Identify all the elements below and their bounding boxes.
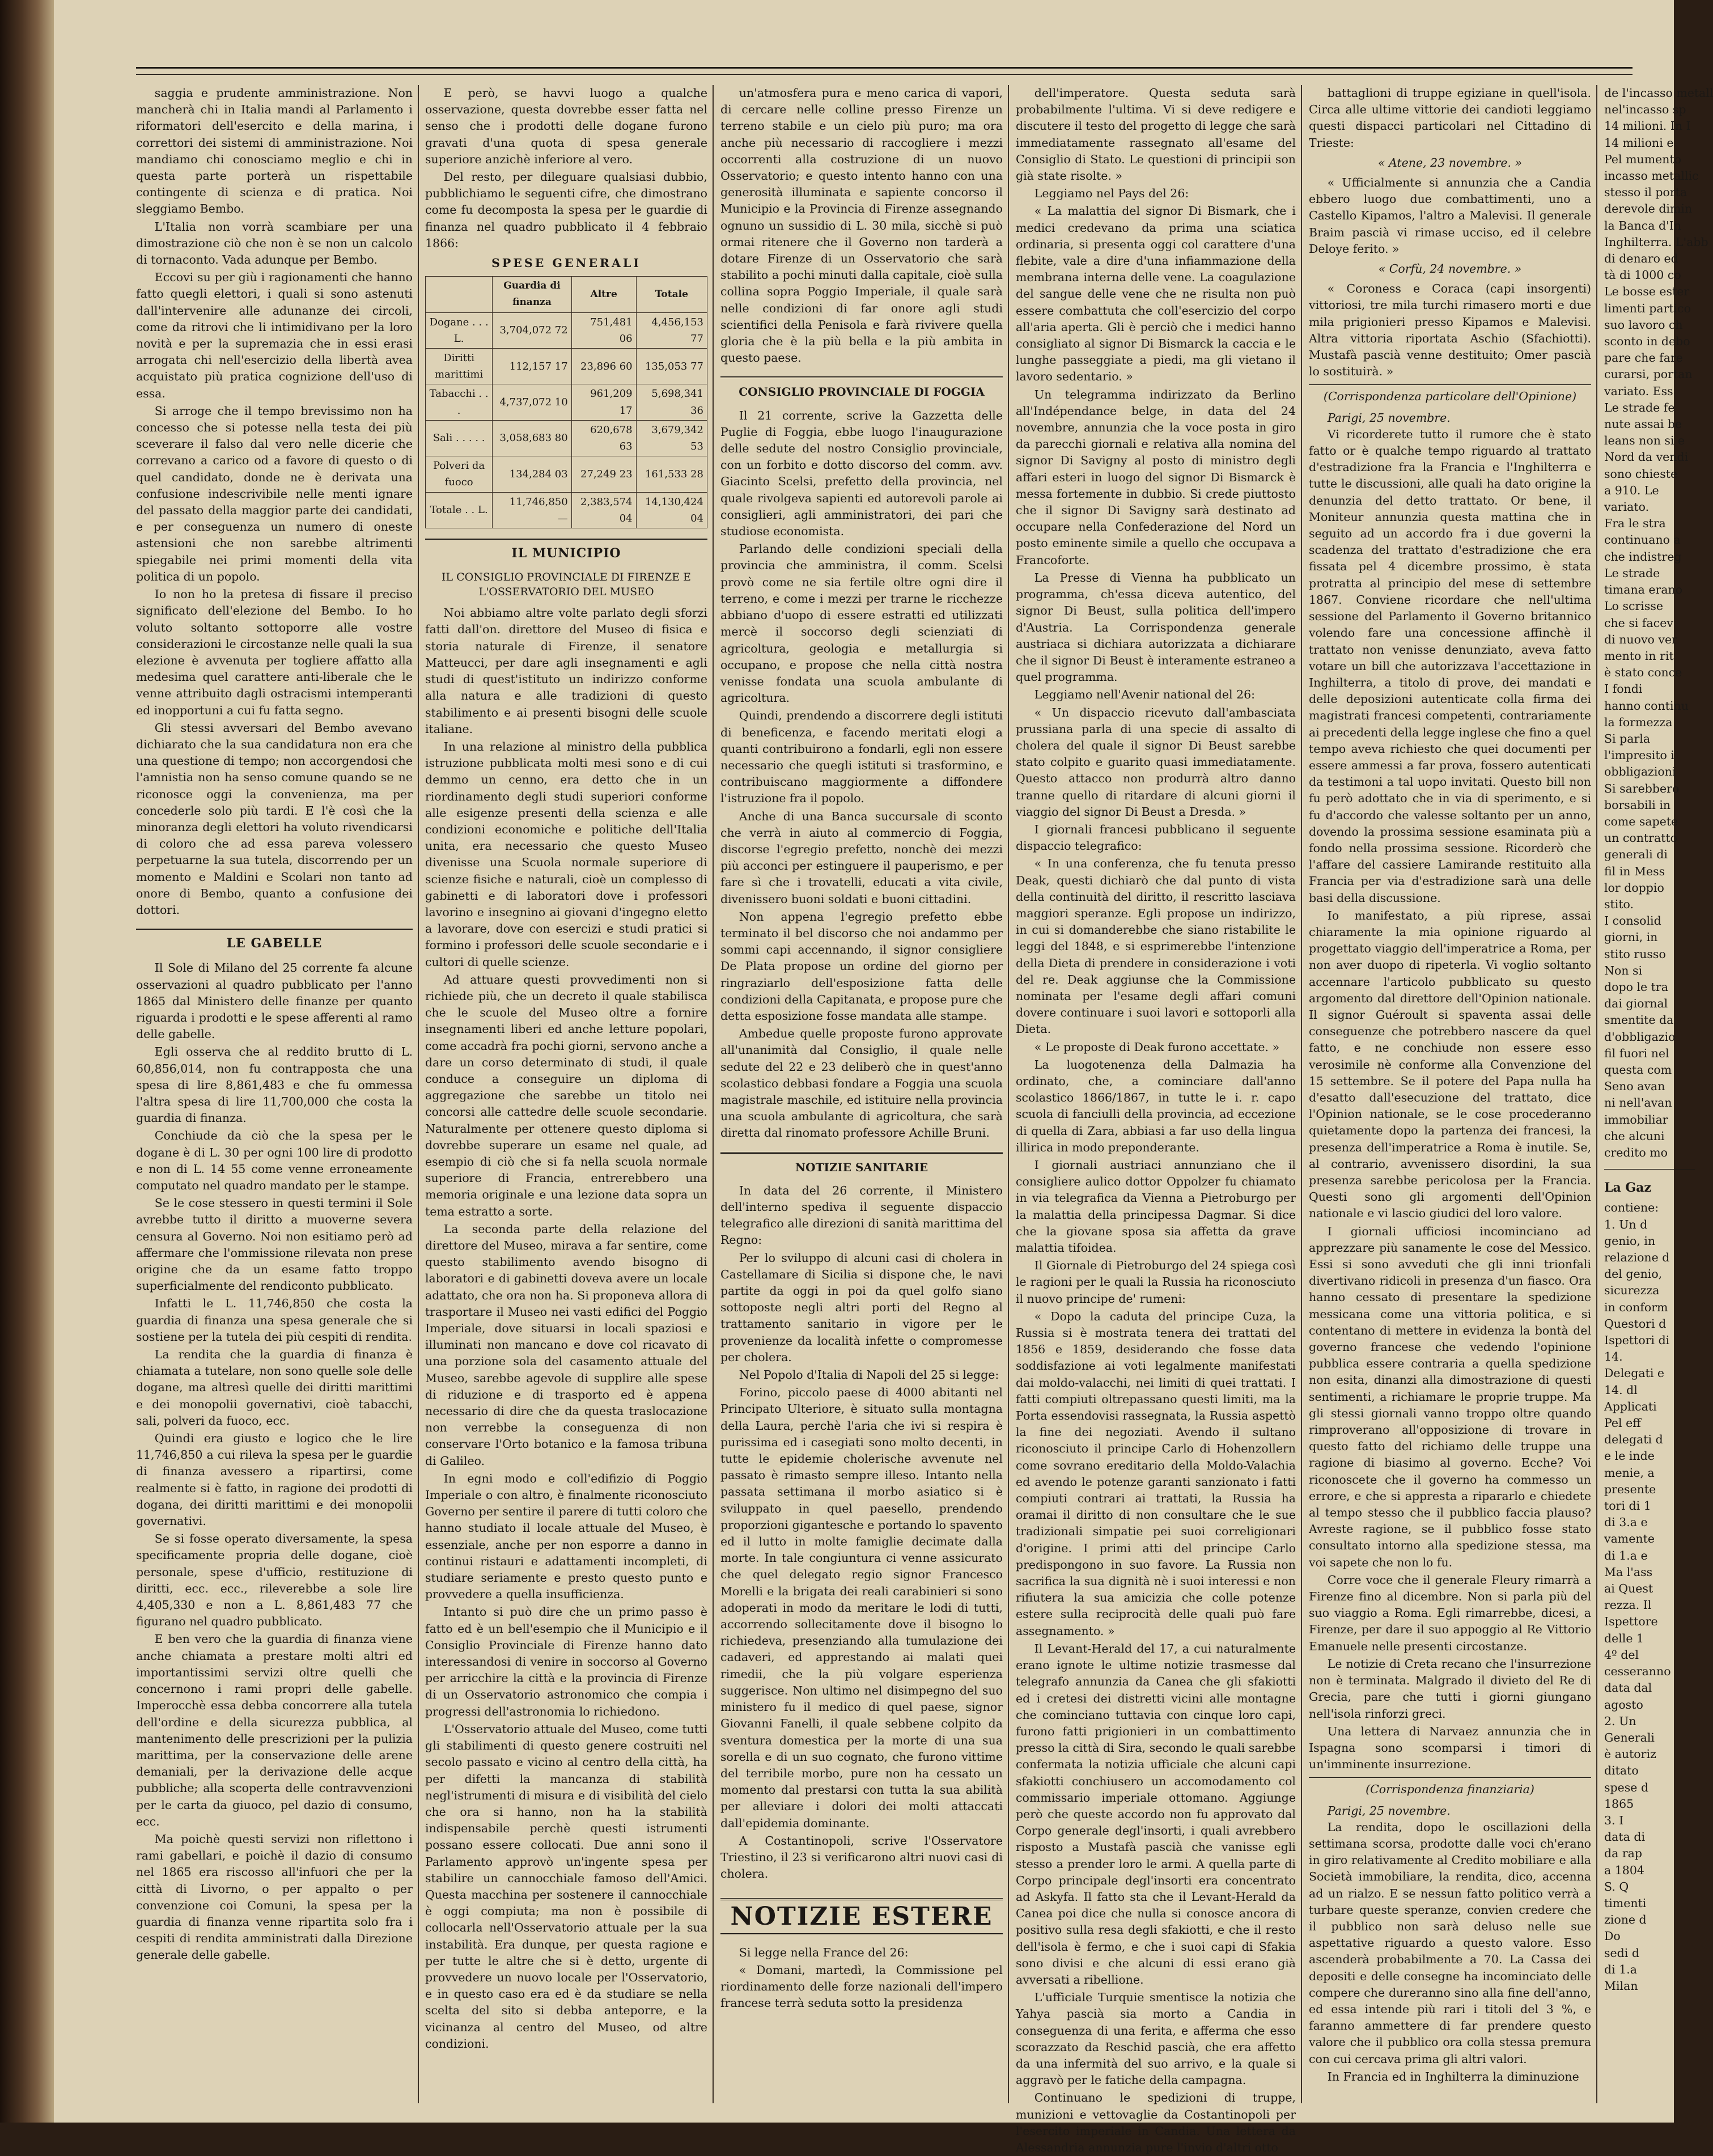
table-cell: Diritti marittimi (426, 349, 493, 384)
paragraph: La rendita, dopo le oscillazioni della settimana scorsa, prodotte dalle voci ch'erano in giro relativamente al Credito mobiliare e alla Società immobiliare, la rendita, dico, accenna ad un rialzo. E se nessun fatto politico verrà a turbare queste speranze, convien credere che il pubblico non sarà deluso nelle sue aspettative riguardo a questo valore. Esso ascenderà probabilmente a 70. La Cassa dei depositi e delle consegne ha incominciato delle compere che dureranno sino alla fine dell'anno, ed essa intende più rari i titoli del 3 %, e faranno ammettere di far prendere questo valore che il pubblico ora colla stessa premura con cui cercava prima gli altri valori. (1309, 1820, 1591, 2066)
paragraph: In una relazione al ministro della pubblica istruzione pubblicata molti mesi sono e di cui demmo un cenno, era detto che in un riordinamento degli studi superiori conforme alle esigenze presenti della scienza e alle condizioni economiche e politiche dell'Italia unita, era necessario che questo Museo divenisse una Scuola normale superiore di scienze fisiche e naturali, cioè un complesso di gabinetti e di laboratori dove i professori lavorino e insegnino ai giovani d'ingegno eletto a lavorare, dove con esercizi e studi pratici si formino i professori delle scuole secondarie e i cultori di quelle scienze. (425, 739, 707, 969)
edge-line: del genio, (1604, 1267, 1663, 1281)
table-header-cell: Guardia di finanza (493, 277, 571, 312)
edge-line: generali di (1604, 848, 1668, 862)
table-cell: 112,157 17 (493, 349, 571, 384)
table-cell: 3,704,072 72 (493, 312, 571, 348)
paragraph: Il Levant-Herald del 17, a cui naturalmente erano ignote le ultime notizie trasmesse dal telegrafo annunzia da Canea che gli sfakiotti ed i cretesi dei distretti vicini alle montagne che cominciano tuttavia con cinque loro capi, furono fatti prigionieri in un combattimento presso la città di Sira, secondo le quali sarebbe confermata la notizia ufficiale che alcuni capi sfakiotti conchiusero un accomodamento col commissario imperiale ottomano. Aggiunge però che queste accordo non fu approvato dal Corpo generale degl'insorti, i quali avrebbero risposto a Mustafà pascià che vanisse egli stesso a prender loro le armi. A quella parte di Corpo principale degl'insorti era concentrato ad Askyfa. Il fatto sta che il Levant-Herald da Canea poi dice che nulla si conosce ancora di positivo sulla resa degli sfakiotti, e che il resto dell'isola è fermo, e che i suoi capi di Sfakia sono divisi e che alcuni di essi erano già avversati a ribellione. (1016, 1641, 1296, 1986)
paragraph: L'Italia non vorrà scambiare per una dimostrazione ciò che non è se non un calcolo di tornaconto. Vada adunque per Bembo. (136, 219, 413, 267)
edge-line: ditato (1604, 1764, 1639, 1778)
paragraph: Eccovi su per giù i ragionamenti che hanno fatto quegli elettori, i quali si sono astenuti dall'intervenire alle adunanze dei circoli, come da ritrovi che li intimidivano per la loro novità e per la supremazia che in essi erasi arrogata chi nell'esercizio della libertà avea acquistato più pratica cognizione dell'uso di essa. (136, 270, 413, 400)
edge-line: variato. Ess (1604, 384, 1673, 398)
paragraph: E però, se havvi luogo a qualche osservazione, questa dovrebbe esser fatta nel senso che i prodotti delle dogane furono gravati d'una quota di spesa generale superiore anzichè inferiore al vero. (425, 86, 707, 166)
edge-line: tori di 1 (1604, 1499, 1651, 1513)
table-header-cell: Altre (571, 277, 636, 312)
paragraph: « Domani, martedì, la Commissione pel riordinamento delle forze nazionali dell'impero francese terrà seduta sotto la presidenza (720, 1963, 1003, 2010)
correspondence-heading: (Corrispondenza particolare dell'Opinione) (1309, 384, 1591, 405)
edge-line: smentite da (1604, 1013, 1674, 1027)
edge-line: stito. (1604, 897, 1634, 911)
paragraph: Il Giornale di Pietroburgo del 24 spiega così le ragioni per le quali la Russia ha riconosciuto il nuovo principe de' rumeni: (1016, 1259, 1296, 1306)
paragraph: « Dopo la caduta del principe Cuza, la Russia si è mostrata tenera dei trattati del 1856 e 1859, desiderando che fosse data soddisfazione ai voti legalmente manifestati dai moldo-valacchi, nei limiti di quei trattati. I fatti compiuti oltrepassano questi limiti, ma la Porta essendovisi rassegnata, la Russia aspettò la fine dei negoziati. Avendo il sultano riconosciuto il principe Carlo di Hohenzollern come sovrano ereditario della Moldo-Valachia ed avendo le potenze garanti sanzionato i fatti compiuti contrari ai trattati, la Russia ha oramai il diritto di non consultare che le sue tradizionali simpatie pei suoi correligionari d'origine. I primi atti del principe Carlo predispongono in suo favore. La Russia non sacrifica la sua dignità nè i suoi interessi e non rifiutera la sua amicizia che colle potenze estere sulla reciprocità delle quali può fare assegnamento. » (1016, 1309, 1296, 1638)
edge-line: fil fuori nel (1604, 1046, 1669, 1060)
edge-line: timenti (1604, 1896, 1647, 1910)
table-cell: 2,383,574 04 (571, 492, 636, 528)
paragraph: I giornali austriaci annunziano che il consigliere aulico dottor Oppolzer fu chiamato in via telegrafica da Vienna a Pietroburgo per la malattia della principessa Dagmar. Si dice che la giovane sposa sia affetta da grave malattia tifoidea. (1016, 1158, 1296, 1255)
table-row (426, 384, 707, 420)
paragraph: Continuano le spedizioni di truppe, munizioni e vettovaglie da Costantinopoli per l'esercito imperiale in Candia. Una lettera da Alessandria annunzia pure l'invio d'altri otto (1016, 2091, 1296, 2154)
municipio-article (425, 605, 707, 2052)
edge-line: sedi d (1604, 1946, 1639, 1960)
edge-line: presente (1604, 1482, 1656, 1496)
table-cell: Sali . . . . . (426, 420, 493, 456)
parigi-letter (1309, 426, 1591, 1773)
paragraph: Quindi, prendendo a discorrere degli istituti di beneficenza, e facendo meritati elogi a quanti contribuirono a fondarli, egli non essere necessario che quegli istituti si trasformino, e contribuiscano maggiormente a diffondere l'istruzione fra il popolo. (720, 709, 1003, 806)
edge-line: Questori d (1604, 1316, 1667, 1331)
paragraph: Io manifestato, a più riprese, assai chiaramente la mia opinione riguardo al progettato viaggio dell'imperatrice a Roma, per non aver duopo di ripeterla. Vi voglio soltanto accennare l'articolo pubblicato su questo argomento dal direttore dell'Opinion nationale. Il signor Guéroult si spaventa assai delle conseguenze che potrebbero nascere da quel fatto, e ne conchiude non essere esso verosimile nè conforme alla Convenzione del 15 settembre. Se il potere del Papa nulla ha d'esatto dall'esecuzione del trattato, dice l'Opinion nationale, se le cose procederanno quietamente dopo la partenza dei francesi, la presenza dell'imperatrice a Roma è inutile. Se, al contrario, avvenissero disordini, la sua presenza sarebbe pericolosa per la Francia. Questi sono gli argomenti dell'Opinion nationale e vi lascio giudici del loro valore. (1309, 908, 1591, 1221)
edge-line: Pel eff (1604, 1416, 1641, 1430)
table-cell: 23,896 60 (571, 349, 636, 384)
edge-line: Inghilterra. L'abb (1604, 235, 1708, 249)
edge-line: è autoriz (1604, 1747, 1656, 1761)
edge-line: stesso il porta (1604, 185, 1687, 200)
header-rule (136, 67, 1633, 75)
column-rule (713, 85, 714, 2103)
spese-generali-table (425, 276, 707, 528)
paragraph: La rendita che la guardia di finanza è chiamata a tutelare, non sono quelle sole delle dogane, ma altresì quelle dei diritti marittimi e dei monopolii governativi, cioè tabacchi, sali, polveri da fuoco, ecc. (136, 1348, 413, 1428)
table-cell: 3,679,342 53 (636, 420, 707, 456)
paragraph: « Un dispaccio ricevuto dall'ambasciata prussiana parla di una specie di assalto di cholera del quale il signor Di Beust sarebbe stato colpito e guarito quasi immediatamente. Questo attacco non produrrà altro danno tranne quello di ritardare di alcuni giorni il viaggio del signor Di Beust a Dresda. » (1016, 705, 1296, 819)
paragraph: Forino, piccolo paese di 4000 abitanti nel Principato Ulteriore, è situato sulla montagna della Laura, perchè l'aria che ivi si respira è purissima ed i casegiati sono molto decenti, in tutte le epidemie cholerische avvenute nel passato è rimasto sempre illeso. Intanto nella passata settimana il morbo asiatico si è sviluppato in quel paesello, prendendo proporzioni gigantesche e portando lo spavento ed il lutto in molte famiglie decimate dalla morte. In tale congiuntura ci venne assicurato che quel delegato regio signor Francesco Morelli e la brigata dei reali carabinieri si sono adoperati in modo da meritare le lodi di tutti, accorrendo sollecitamente dove il bisogno lo richiedeva, presenziando alla tumulazione dei cadaveri, ed apprestando ai malati quei rimedii, che la più volgare esperienza suggerisce. Non ultimo nel disimpegno del suo ministero fu il medico di quel paese, signor Giovanni Fanelli, il quale sebbene colpito da sventura domestica per la morte di una sua sorella e di un suo cognato, che furono vittime del terribile morbo, pure non ha cessato un momento dal prestarsi con tutta la sua abilità per alleviare i dolori dei molti attaccati dall'epidemia dominante. (720, 1386, 1003, 1830)
paragraph: « Le proposte di Deak furono accettate. » (1034, 1040, 1280, 1054)
edge-line: leans non si e (1604, 434, 1685, 448)
edge-line: in conform (1604, 1300, 1668, 1314)
edge-line: Nord da vendi (1604, 450, 1689, 464)
paragraph: Non appena l'egregio prefetto ebbe terminato il bel discorso che noi andammo per sommi capi accennando, il signor consigliere De Plata propose un ordine del giorno per ringraziarlo dell'esposizione fatta delle condizioni della Capitanata, e propose pure che detta esposizione fosse mandata alle stampe. (720, 909, 1003, 1023)
edge-line: borsabili in (1604, 798, 1671, 812)
financial-correspondence-heading: (Corrispondenza finanziaria) (1309, 1777, 1591, 1798)
edge-line: derevole dimin (1604, 202, 1693, 216)
edge-line: ai Quest (1604, 1582, 1653, 1596)
edge-line: delegati d (1604, 1433, 1663, 1447)
edge-line: pare che fare (1604, 351, 1683, 365)
edge-line: curarsi, portan (1604, 367, 1693, 382)
newspaper-page (54, 0, 1713, 2154)
edge-line: menie, a (1604, 1465, 1655, 1480)
sanitarie-article (720, 1183, 1003, 1883)
edge-line: di 1.a e (1604, 1548, 1648, 1562)
edge-line: delle 1 (1604, 1631, 1644, 1645)
spese-generali-table-wrap (425, 255, 707, 528)
table-cell: Polveri da fuoco (426, 456, 493, 492)
dateline-atene: « Atene, 23 novembre. » (1377, 155, 1523, 170)
edge-line: fil in Mess (1604, 864, 1665, 878)
table-cell: 5,698,341 36 (636, 384, 707, 420)
table-cell: Dogane . . . L. (426, 312, 493, 348)
paragraph: La luogotenenza della Dalmazia ha ordinato, che, a cominciare dall'anno scolastico 1866/1867, in tutte le i. r. capo scuola di fanciulli della provincia, ad eccezione di quella di Zara, abbiasi a far uso della lingua illirica in modo preponderante. (1016, 1057, 1296, 1154)
column-rule (1008, 85, 1009, 2103)
edge-text-upper (1604, 85, 1713, 1161)
paragraph: Parlando delle condizioni speciali della provincia che amministra, il comm. Scelsi provò come ne sia fertile oltre ogni dire il terreno, e come i mezzi per trarne le ricchezze abbiano d'uopo di essere estratti ed utilizzati mercè il soccorso degli scienziati di agricoltura, geologia e metallurgia si occupano, e propose che nella città nostra venisse fondata una scuola ambulante di agricoltura. (720, 542, 1003, 705)
edge-line: un contratto (1604, 831, 1678, 845)
edge-line: da rap (1604, 1846, 1643, 1861)
paragraph: Anche di una Banca succursale di sconto che verrà in aiuto al commercio di Foggia, discorse l'egregio prefetto, nonchè dei mezzi più acconci per estinguere il pauperismo, e per fare sì che i trovatelli, educati a vita civile, divenissero buoni soldati e buoni cittadini. (720, 809, 1003, 906)
column-3 (720, 85, 1003, 2103)
paragraph: E ben vero che la guardia di finanza viene anche chiamata a prestare molti altri ed importantissimi servizi oltre quelli che concernono i rami propri delle gabelle. Imperocchè essa debba concorrere alla tutela dell'ordine e della sicurezza pubblica, al mantenimento delle prescrizioni per la pulizia marittima, per la conservazione delle arene demaniali, per la derivazione delle acque pubbliche; alla scoperta delle contravvenzioni per le carta da giuoco, pel dazio di consumo, ecc. (136, 1632, 413, 1828)
paragraph: Una lettera di Narvaez annunzia che in Ispagna sono scomparsi i timori di un'imminente insurrezione. (1309, 1724, 1591, 1772)
edge-line: 3. I (1604, 1813, 1624, 1827)
paragraph: A Costantinopoli, scrive l'Osservatore Triestino, il 23 si verificarono altri nuovi casi di cholera. (720, 1833, 1003, 1881)
paragraph: un'atmosfera pura e meno carica di vapori, di cercare nelle colline presso Firenze un terreno stabile e un cielo più puro; ma ora anche più necessario di raccogliere i mezzi occorrenti alla costruzione di un nuovo Osservatorio; e questo intento hanno con una generosità illuminata e sapiente concorso il Municipio e la Provincia di Firenze assegnando ognuno un sussidio di L. 30 mila, sicchè si può ormai ritenere che il Governo non tarderà a dotare Firenze di un Osservatorio che sarà stabilito a pochi minuti dalla capitale, cioè sulla collina sopra Poggio Imperiale, il quale sarà nelle condizioni di far onore agli studi scientifici della Penisola e farà rivivere quella gloria che è la più bella e la più ambita in questo paese. (720, 86, 1003, 365)
edge-line: Le strade fe (1604, 400, 1675, 414)
edge-line: Si parla (1604, 731, 1651, 746)
edge-line: ni nell'avan (1604, 1096, 1672, 1110)
paragraph: Ad attuare questi provvedimenti non si richiede più, che un decreto il quale stabilisca che le scuole del Museo oltre a fornire insegnamenti liberi ed anche letture popolari, come accadrà fra pochi giorni, servono anche a dare un corso determinato di studi, il quale conduce a conseguire un diploma di aggregazione che sarebbe un titolo nei concorsi alle cattedre delle scuole secondarie. Naturalmente per ottenere questo diploma si dovrebbe superare un esame nel quale, ad esempio di ciò che si fa nella scuola normale superiore di Francia, entrerebbero una memoria originale e una lezione data sopra un tema estratto a sorte. (425, 972, 707, 1218)
edge-line: Ispettore (1604, 1615, 1658, 1629)
edge-line: nel'incasso sp (1604, 103, 1686, 117)
table-cell: 27,249 23 (571, 456, 636, 492)
dateline-corfu: « Corfù, 24 novembre. » (1378, 262, 1522, 276)
edge-line: credito mo (1604, 1146, 1668, 1159)
column-rule (1596, 85, 1597, 2103)
edge-line: nute assai be (1604, 417, 1682, 431)
edge-line: 14 milioni. In I (1604, 119, 1691, 133)
column-rule (418, 85, 419, 2103)
edge-line: 1865 (1604, 1797, 1634, 1811)
paragraph: battaglioni di truppe egiziane in quell'isola. Circa alle ultime vittorie dei candioti leggiamo questi dispacci particolari nel Cittadino di Trieste: (1309, 86, 1591, 150)
edge-text-lower (1604, 1200, 1695, 1994)
paragraph: In Francia ed in Inghilterra la diminuzione (1327, 2069, 1579, 2083)
edge-line: sono chieste (1604, 467, 1678, 481)
finance-letter (1309, 1819, 1591, 2085)
edge-line: Ma l'ass (1604, 1565, 1653, 1579)
table-cell: 14,130,424 04 (636, 492, 707, 528)
paragraph: Del resto, per dileguare qualsiasi dubbio, pubblichiamo le seguenti cifre, che dimostrano come fu decomposta la spesa per le guardie di finanza nel quadro pubblicato il 4 febbraio 1866: (425, 170, 707, 250)
section-title-estere: NOTIZIE ESTERE (720, 1898, 1003, 1934)
edge-line: l'impresito i (1604, 748, 1674, 763)
edge-line: la Banca d'In (1604, 218, 1682, 232)
paragraph: Egli osserva che al reddito brutto di L. 60,856,014, non fu contrapposta che una spesa di lire 8,861,483 e che fu ommessa l'altra spesa di lire 11,700,000 che costa la guardia di finanza. (136, 1045, 413, 1125)
section-title-foggia: CONSIGLIO PROVINCIALE DI FOGGIA (720, 376, 1003, 400)
edge-line: a 1804 (1604, 1863, 1644, 1877)
edge-line: Ispettori di (1604, 1333, 1670, 1348)
edge-line: hanno continu (1604, 698, 1689, 713)
paragraph: La Presse di Vienna ha pubblicato un programma, ch'essa diceva autentico, del signor Di Beust, sulla politica dell'impero d'Austria. La Corrispondenza generale austriaca si dichiara autorizzata a dichiarare che il signor Di Beust è interamente estraneo a quel programma. (1016, 570, 1296, 684)
edge-line: genio, in (1604, 1234, 1656, 1248)
section-subtitle-consiglio-firenze: IL CONSIGLIO PROVINCIALE DI FIRENZE E L'OSSERVATORIO DEL MUSEO (441, 571, 692, 599)
paragraph: Si legge nella France del 26: (739, 1945, 909, 1959)
table-cell: 4,456,153 77 (636, 312, 707, 348)
paragraph: I giornali francesi pubblicano il seguente dispaccio telegrafico: (1016, 822, 1296, 853)
edge-line: sicurezza (1604, 1284, 1660, 1298)
edge-line: vamente (1604, 1532, 1655, 1546)
edge-line: Pel mumento (1604, 152, 1682, 166)
column-rule (1301, 85, 1302, 2103)
edge-line: 1. Un d (1604, 1217, 1648, 1231)
edge-line: continuano a (1604, 533, 1681, 547)
edge-line: I fondi (1604, 682, 1643, 696)
paragraph: Io non ho la pretesa di fissare il preciso significato dell'elezione del Bembo. Io ho voluto soltanto sottoporre alle vostre considerazioni le circostanze nelle quali la sua elezione è avvenuta per togliere affatto alla medesima quel carattere anti-liberale che le venne attribuito dagli ostracismi intemperanti ed inopportuni a cui fu fatta segno. (136, 587, 413, 717)
column-2 (425, 85, 707, 2103)
edge-line: Applicati (1604, 1399, 1657, 1413)
edge-line: dai giornal (1604, 997, 1668, 1011)
table-cell: 11,746,850 — (493, 492, 571, 528)
edge-line: Generali (1604, 1730, 1655, 1744)
paragraph: La seconda parte della relazione del direttore del Museo, mirava a far sentire, come questo stabilimento avendo bisogno di laboratori e di gabinetti doveva avere un locale adattato, che ora non ha. Si proponeva allora di trasportare il Museo nei vasti edifici del Poggio Imperiale, dove situarsi in locali spaziosi e illuminati non mancano e dove col ricavato di una porzione sola del casamento attuale del Museo, sarebbe agevole di supplire alle spese di riduzione e di trasporto ed è appena necessario di dire che da questa traslocazione non verrebbe la conseguenza di non conservare l'Orto botanico e la famosa tribuna di Galileo. (425, 1222, 707, 1468)
table-cell: 134,284 03 (493, 456, 571, 492)
table-cell: 135,053 77 (636, 349, 707, 384)
edge-line: di 1.a (1604, 1962, 1637, 1976)
paragraph: Per lo sviluppo di alcuni casi di cholera in Castellamare di Sicilia si dispone che, le navi partite da oggi in poi da quel golfo siano sottoposte negli altri porti del Regno al trattamento sanitario in vigore per le provenienze da località infette o compromesse per cholera. (720, 1251, 1003, 1364)
edge-line: data dal (1604, 1681, 1652, 1695)
section-title-gabelle: LE GABELLE (136, 929, 413, 952)
paragraph: Il Sole di Milano del 25 corrente fa alcune osservazioni al quadro pubblicato per l'anno 1865 dal Ministero delle finanze per quanto riguarda i prodotti e le spese afferenti al ramo delle gabelle. (136, 961, 413, 1041)
table-cell: 3,058,683 80 (493, 420, 571, 456)
dispatch-corfu: « Coroness e Coraca (capi insorgenti) vittoriosi, tre mila turchi rimasero morti e due mila prigionieri presso Kipamos e Malevisi. Altra vittoria riportata Aschio (Sfachiotti). Mustafà pascià venne destituito; Omer pascià lo sostituirà. » (1309, 282, 1591, 379)
edge-line: rezza. Il (1604, 1598, 1652, 1612)
paragraph: Conchiude da ciò che la spesa per le dogane è di L. 30 per ogni 100 lire di prodotto e non di L. 14 55 come venne erroneamente computato nel quadro mandato per le stampe. (136, 1129, 413, 1192)
column-3-text (720, 85, 1003, 366)
edge-line: 4º del (1604, 1647, 1639, 1662)
edge-line: Seno avan (1604, 1079, 1665, 1094)
edge-line: Non si (1604, 963, 1643, 977)
edge-line: stito russo (1604, 947, 1666, 961)
paragraph: Si arroge che il tempo brevissimo non ha concesso che si potesse nella testa dei più sceverare il falso dal vero nelle dicerie che correvano a carico od a favore di questo o di quel candidato, donde ne è derivata una confusione indescrivibile nelle menti ignare del passato della maggior parte dei candidati, e per conseguenza un numero di oneste astensioni che non sarebbe altrimenti spiegabile nei primi momenti della vita politica di un popolo. (136, 404, 413, 583)
paragraph: dell'imperatore. Questa seduta sarà probabilmente l'ultima. Vi si deve redigere e discutere il testo del progetto di legge che sarà immediatamente rassegnato all'esame del Consiglio di Stato. Le questioni di principii son già state risolte. » (1016, 86, 1296, 183)
paragraph: Intanto si può dire che un primo passo è fatto ed è un bell'esempio che il Municipio e il Consiglio Provinciale di Firenze hanno dato interessandosi di venire in soccorso al Governo per arricchire la città e la provincia di Firenze di un Osservatorio astronomico che compia i progressi dell'astronomia lo richiedono. (425, 1605, 707, 1718)
paragraph: In egni modo e coll'edifizio di Poggio Imperiale o con altro, è finalmente riconosciuto Governo per sentire il parere di tutti coloro che hanno studiato il locale attuale del Museo, è essenziale, anche per non esporre a danno in continui ristauri e adattamenti incompleti, di studiare seriamente e presto questo punto e provvedere a quella insufficienza. (425, 1471, 707, 1602)
dateline-parigi: Parigi, 25 novembre. (1327, 410, 1451, 425)
dateline-parigi-finance: Parigi, 25 novembre. (1327, 1803, 1451, 1818)
edge-line: suo lavoro ch (1604, 317, 1683, 332)
edge-line: Si sarebbero (1604, 781, 1680, 795)
column-4-text (1016, 85, 1296, 2156)
table-header-cell (426, 277, 493, 312)
edge-line: lor doppio (1604, 880, 1664, 895)
edge-line: dopo le tra (1604, 980, 1668, 994)
edge-line: contiene: (1604, 1201, 1659, 1215)
edge-line: 14. (1604, 1350, 1623, 1364)
paragraph: Nel Popolo d'Italia di Napoli del 25 si legge: (739, 1368, 999, 1382)
estere-article (720, 1945, 1003, 2012)
edge-line: agosto (1604, 1697, 1643, 1712)
edge-line: Delegati e (1604, 1366, 1665, 1380)
edge-line: la formezza (1604, 715, 1673, 729)
edge-line: spese d (1604, 1780, 1649, 1794)
edge-line: Lo scrisse (1604, 599, 1664, 613)
edge-line: che indistreg (1604, 549, 1682, 564)
paragraph: Il 21 corrente, scrive la Gazzetta delle Puglie di Foggia, ebbe luogo l'inaugurazione delle sedute del nostro Consiglio provinciale, con un forbito e dotto discorso del comm. avv. Giacinto Scelsi, prefetto della provincia, nel quale rivolgeva sapienti ed autorevoli parole ai consiglieri, agli amministratori, dei pari che studiose economista. (720, 408, 1003, 539)
edge-line: 2. Un (1604, 1714, 1636, 1728)
edge-line: mento in rit (1604, 649, 1674, 663)
paragraph: Leggiamo nell'Avenir national del 26: (1034, 688, 1256, 702)
table-cell: 751,481 06 (571, 312, 636, 348)
paragraph: Corre voce che il generale Fleury rimarrà a Firenze fino al dicembre. Non si parla più del suo viaggio a Roma. Egli rimarrebbe, dicesi, a Firenze, per dare il suo appoggio al Re Vittorio Emanuele nelle presenti circostanze. (1309, 1573, 1591, 1653)
table-cell: 961,209 17 (571, 384, 636, 420)
dispatch-atene: « Ufficialmente si annunzia che a Candia ebbero luogo due combattimenti, uno a Castello Kipamos, l'altro a Malevisi. Il generale Braim pascià vi rimase ucciso, ed il celebre Deloye ferito. » (1309, 176, 1591, 256)
column-1-text (136, 85, 413, 918)
edge-line: 14. dl (1604, 1383, 1638, 1397)
paragraph: « In una conferenza, che fu tenuta presso Deak, questi dichiarò che dal punto di vista della continuità del diritto, il rescritto lasciava maggiori speranze. Egli propose un indirizzo, in cui si domanderebbe che siano ristabilite le leggi del 1848, e si esprimerebbe l'intenzione della Dieta di prendere in considerazione i voti del re. Deak aggiunse che la Commissione nominata per l'esame degli affari comuni dovere continuare i suoi lavori e sottoporli alla Dieta. (1016, 857, 1296, 1036)
column-5-text (1309, 85, 1591, 151)
edge-line: Le strade (1604, 566, 1660, 580)
edge-line: limenti partico (1604, 301, 1691, 315)
table-cell: 161,533 28 (636, 456, 707, 492)
edge-line: giorni, in (1604, 930, 1658, 944)
edge-line: cesseranno (1604, 1664, 1671, 1679)
edge-line: incasso metallic (1604, 169, 1699, 183)
table-row (426, 349, 707, 384)
edge-line: obbligazioni (1604, 765, 1676, 779)
table-cell: 4,737,072 10 (493, 384, 571, 420)
paragraph: Noi abbiamo altre volte parlato degli sforzi fatti dall'on. direttore del Museo di fisica e storia naturale di Firenze, il senatore Matteucci, per dare agli insegnamenti e agli studi di quest'istituto un indirizzo conforme alla natura e alle tradizioni di questo stabilimento e ai presenti bisogni delle scuole italiane. (425, 606, 707, 736)
edge-line: è stato conce (1604, 666, 1682, 680)
table-row (426, 456, 707, 492)
edge-line: zione d (1604, 1913, 1647, 1927)
paragraph: Infatti le L. 11,746,850 che costa la guardia di finanza una spesa generale che si sostiene per la tutela dei più cespiti di rendita. (136, 1297, 413, 1344)
column-2-intro (425, 85, 707, 252)
edge-heading-gazzetta: La Gaz (1604, 1180, 1651, 1196)
paragraph: Un telegramma indirizzato da Berlino all'Indépendance belge, in data del 24 novembre, annunzia che la voce posta in giro da parecchi giornali e relativa alla nomina del signor Di Savigny al posto di ministro degli affari esteri in luogo del signor Di Bismarck è messa fortemente in dubbio. Si crede piuttosto che il signor Di Savigny sarà destinato ad occupare nella Confederazione del Nord un posto eminente simile a quello che occupava a Francoforte. (1016, 387, 1296, 567)
paragraph: Leggiamo nel Pays del 26: (1034, 187, 1189, 201)
edge-line: timana erano (1604, 583, 1683, 597)
edge-divider (1604, 1169, 1695, 1170)
table-cell: 620,678 63 (571, 420, 636, 456)
paragraph: I giornali ufficiosi incominciano ad apprezzare più sanamente le cose del Messico. Essi si sono avveduti che gli inni trionfali divertivano ridicoli in presenza d'un fiasco. Ora hanno cessato di presentare la spedizione messicana come una vittoria politica, e si contentano di mettere in evidenza la bontà del governo francese che vedendo l'opinione pubblica essere contraria a quella spedizione non esita, dinanzi alla dimostrazione di questi sentimenti, a richiamare le proprie truppe. Ma gli stessi giornali vanno troppo oltre quando rimproverano all'opposizione di trovare in questo fatto del richiamo delle truppe una ragione di biasimo al governo. Ecche? Voi riconoscete che il governo ha commesso un errore, e che si appresta a ripararlo e chiedete al tempo stesso che il pubblico faccia plauso? Avreste ragione, se il pubblico fosse stato consultato intorno alla spedizione stessa, ma voi sapete che non lo fu. (1309, 1224, 1591, 1569)
edge-line: che si facev (1604, 616, 1673, 630)
paragraph: L'ufficiale Turquie smentisce la notizia che Yahya pascià sia morto a Candia in conseguenza di una ferita, e afferma che esso scorazzato da Reschid pascià, che era affetto da una infermità del suo arrivo, e la quale si aggravò per le fatiche della campagna. (1016, 1990, 1296, 2087)
edge-line: 14 milioni e (1604, 135, 1674, 150)
table-header-cell: Totale (636, 277, 707, 312)
paragraph: saggia e prudente amministrazione. Non mancherà chi in Italia mandi al Parlamento i riformatori dell'esercito e della marina, i correttori dei sistemi di amministrazione. Noi mandiamo chi conosciamo meglio e chi in questa parte porterà un rispettabile contingente di scienza e di pratica. Noi sleggiamo Bembo. (136, 86, 413, 216)
table-row (426, 312, 707, 348)
column-1 (136, 85, 413, 2103)
table-cell: Tabacchi . . . (426, 384, 493, 420)
paragraph: Le notizie di Creta recano che l'insurrezione non è terminata. Malgrado il divieto del Re di Grecia, pare che tutti i giorni giungano nell'isola rinforzi greci. (1309, 1657, 1591, 1721)
table-cell: Totale . . L. (426, 492, 493, 528)
edge-line: e le inde (1604, 1449, 1655, 1463)
edge-line: di nuovo ver (1604, 632, 1677, 646)
edge-line: come sapete (1604, 814, 1678, 828)
edge-line: de l'incasso metall (1604, 86, 1713, 100)
book-spine (0, 0, 54, 2123)
paragraph: Se le cose stessero in questi termini il Sole avrebbe tutto il diritto a muoverne severa censura al Governo. Noi non esitiamo però ad affermare che l'ommissione rilevata non prese origine che da un esame fatto troppo superficialmente del rendiconto pubblicato. (136, 1196, 413, 1293)
edge-line: d'obbligazio (1604, 1030, 1676, 1044)
edge-line: questa com (1604, 1062, 1672, 1077)
edge-line: I consolid (1604, 914, 1661, 928)
section-title-municipio: IL MUNICIPIO (425, 539, 707, 562)
paragraph: « La malattia del signor Di Bismark, che i medici credevano da prima una sciatica ordinaria, si presenta oggi col carattere d'una flebite, vale a dire d'una infiammazione della membrana interna delle vene. La coagulazione del sangue delle vene che ne risulta non può essere combattuta che coll'esercizio del corpo all'aria aperta. Gli è perciò che i medici hanno consigliato al signor Di Bismarck la caccia e le lunghe passeggiate a piedi, ma gli vietano il lavoro sedentario. » (1016, 204, 1296, 384)
edge-line: di 3.a e (1604, 1515, 1648, 1530)
edge-line: a 910. Le (1604, 483, 1659, 497)
gabelle-article (136, 960, 413, 1963)
edge-line: Fra le stra (1604, 516, 1666, 531)
paragraph: Quindi era giusto e logico che le lire 11,746,850 a cui rileva la spesa per le guardie di finanza avessero a ripartirsi, come realmente si è fatto, in ragione dei prodotti di dogana, dei diritti marittimi e dei monopolii governativi. (136, 1431, 413, 1528)
table-row (426, 492, 707, 528)
edge-line: S. Q (1604, 1879, 1629, 1894)
paragraph: Ambedue quelle proposte furono approvate all'unanimità dal Consiglio, il quale nelle sedute del 22 e 23 deliberò che in quest'anno scolastico debbasi fondare a Foggia una scuola magistrale maschile, ed istituire nella provincia una scuola ambulante di agricoltura, che sarà diretta dal rinomato professore Achille Bruni. (720, 1027, 1003, 1140)
paragraph: Se si fosse operato diversamente, la spesa specificamente propria delle dogane, cioè personale, spese d'ufficio, restituzione di diritti, ecc. ecc., rileverebbe a sole lire 4,405,330 e non a L. 8,861,483 77 che figurano nel quadro pubblicato. (136, 1532, 413, 1629)
paragraph: Vi ricorderete tutto il rumore che è stato fatto or è qualche tempo riguardo al trattato d'estradizione fra la Francia e l'Inghilterra e tutte le discussioni, alle quali ha dato origine la denunzia del detto trattato. Or bene, il Moniteur annunzia questa mattina che in seguito ad un accordo fra i due governi la scadenza del trattato d'estradizione che era fissata pel 4 dicembre prossimo, è stata protratta al principio del mese di settembre 1867. Conviene ricordare che nell'ultima sessione del Parlamento il Governo britannico volendo fare una concessione affinchè il trattato non venisse denunziato, aveva fatto votare un bill che autorizzava l'accettazione in Inghilterra, a titolo di prove, dei mandati e delle deposizioni autenticate colla firma dei magistrati francesi competenti, contrariamente ai precedenti della legge inglese che fino a quel tempo aveva richiesto che quei documenti per essere ammessi a far prova, fossero autenticati da testimoni a tal uopo invitati. Questo bill non fu però adottato che in via di sperimento, e si fu d'accordo che valesse soltanto per un anno, dovendo la prossima sessione esaminata più a fondo nella prossima sessione. Ricorderò che l'affare del cassiere Lamirande restituito alla Francia per via d'estradizione sarà una delle basi della discussione. (1309, 427, 1591, 905)
column-5 (1309, 85, 1591, 2103)
paragraph: Gli stessi avversari del Bembo avevano dichiarato che la sua candidatura non era che una questione di tempo; non accorgendosi che l'amnistia non ha senso comune quando se ne riconosce oggi la convenienza, ma per concederle solo più tardi. E l'è così che la minoranza degli elettori ha voluto rivendicarsi di coloro che ad essa pareva volessero perpetuarne la sua tutela, discorrendo per un momento e Maldini e Scolari non tanto ad onore di Bembo, quanto a confusione dei dottori. (136, 721, 413, 917)
column-4 (1016, 85, 1296, 2154)
edge-line: variato. (1604, 500, 1650, 514)
cropped-edge-column (1604, 85, 1713, 2103)
foggia-article (720, 408, 1003, 1142)
edge-line: di denaro ed (1604, 252, 1678, 266)
table-row (426, 420, 707, 456)
edge-line: relazione d (1604, 1251, 1670, 1265)
paragraph: L'Osservatorio attuale del Museo, come tutti gli stabilimenti di questo genere costruiti nel secolo passato e vicino al centro della città, ha per difetti la mancanza di stabilità negl'istrumenti di misura e di visibilità del cielo che ora si hanno, non ha la stabilità indispensabile perchè questi istrumenti possano essere collocati. Due anni sono il Parlamento approvò un'ingente spesa per stabilire un cannocchiale famoso dell'Amici. Questa macchina per sostenere il cannocchiale è oggi compiuta; ma non è possibile di collocarla nell'Osservatorio attuale per la sua instabilità. Era dunque, per questa ragione e per tutte le altre che si è detto, urgente di provvedere un nuovo locale per l'Osservatorio, e in questo caso era ed è da studiare se nella scelta del sito si debba anteporre, e la vicinanza al centro del Museo, od altre condizioni. (425, 1722, 707, 2051)
edge-line: Le bosse ester (1604, 285, 1690, 299)
edge-line: immobiliar (1604, 1112, 1668, 1126)
edge-line: sconto in debo (1604, 334, 1690, 349)
edge-line: Do (1604, 1929, 1621, 1943)
edge-line: data di (1604, 1830, 1646, 1844)
section-title-sanitarie: NOTIZIE SANITARIE (720, 1152, 1003, 1176)
edge-line: tà di 1000 co (1604, 268, 1681, 282)
edge-line: Milan (1604, 1979, 1638, 1993)
paragraph: In data del 26 corrente, il Ministero dell'interno spediva il seguente dispaccio telegrafico alle direzioni di sanità marittima del Regno: (720, 1183, 1003, 1247)
paragraph: Ma poichè questi servizi non riflettono i rami gabellari, e poichè il dazio di consumo nel 1865 era riscosso all'infuori che per la città di Livorno, o per appalto o per convenzione coi Comuni, la spesa per la guardia di finanza venne ripartita solo fra i cespiti di rendita amministrati dalla Direzione generale delle gabelle. (136, 1832, 413, 1962)
edge-line: che alcuni (1604, 1129, 1665, 1143)
spese-table-title: SPESE GENERALI (491, 256, 641, 270)
